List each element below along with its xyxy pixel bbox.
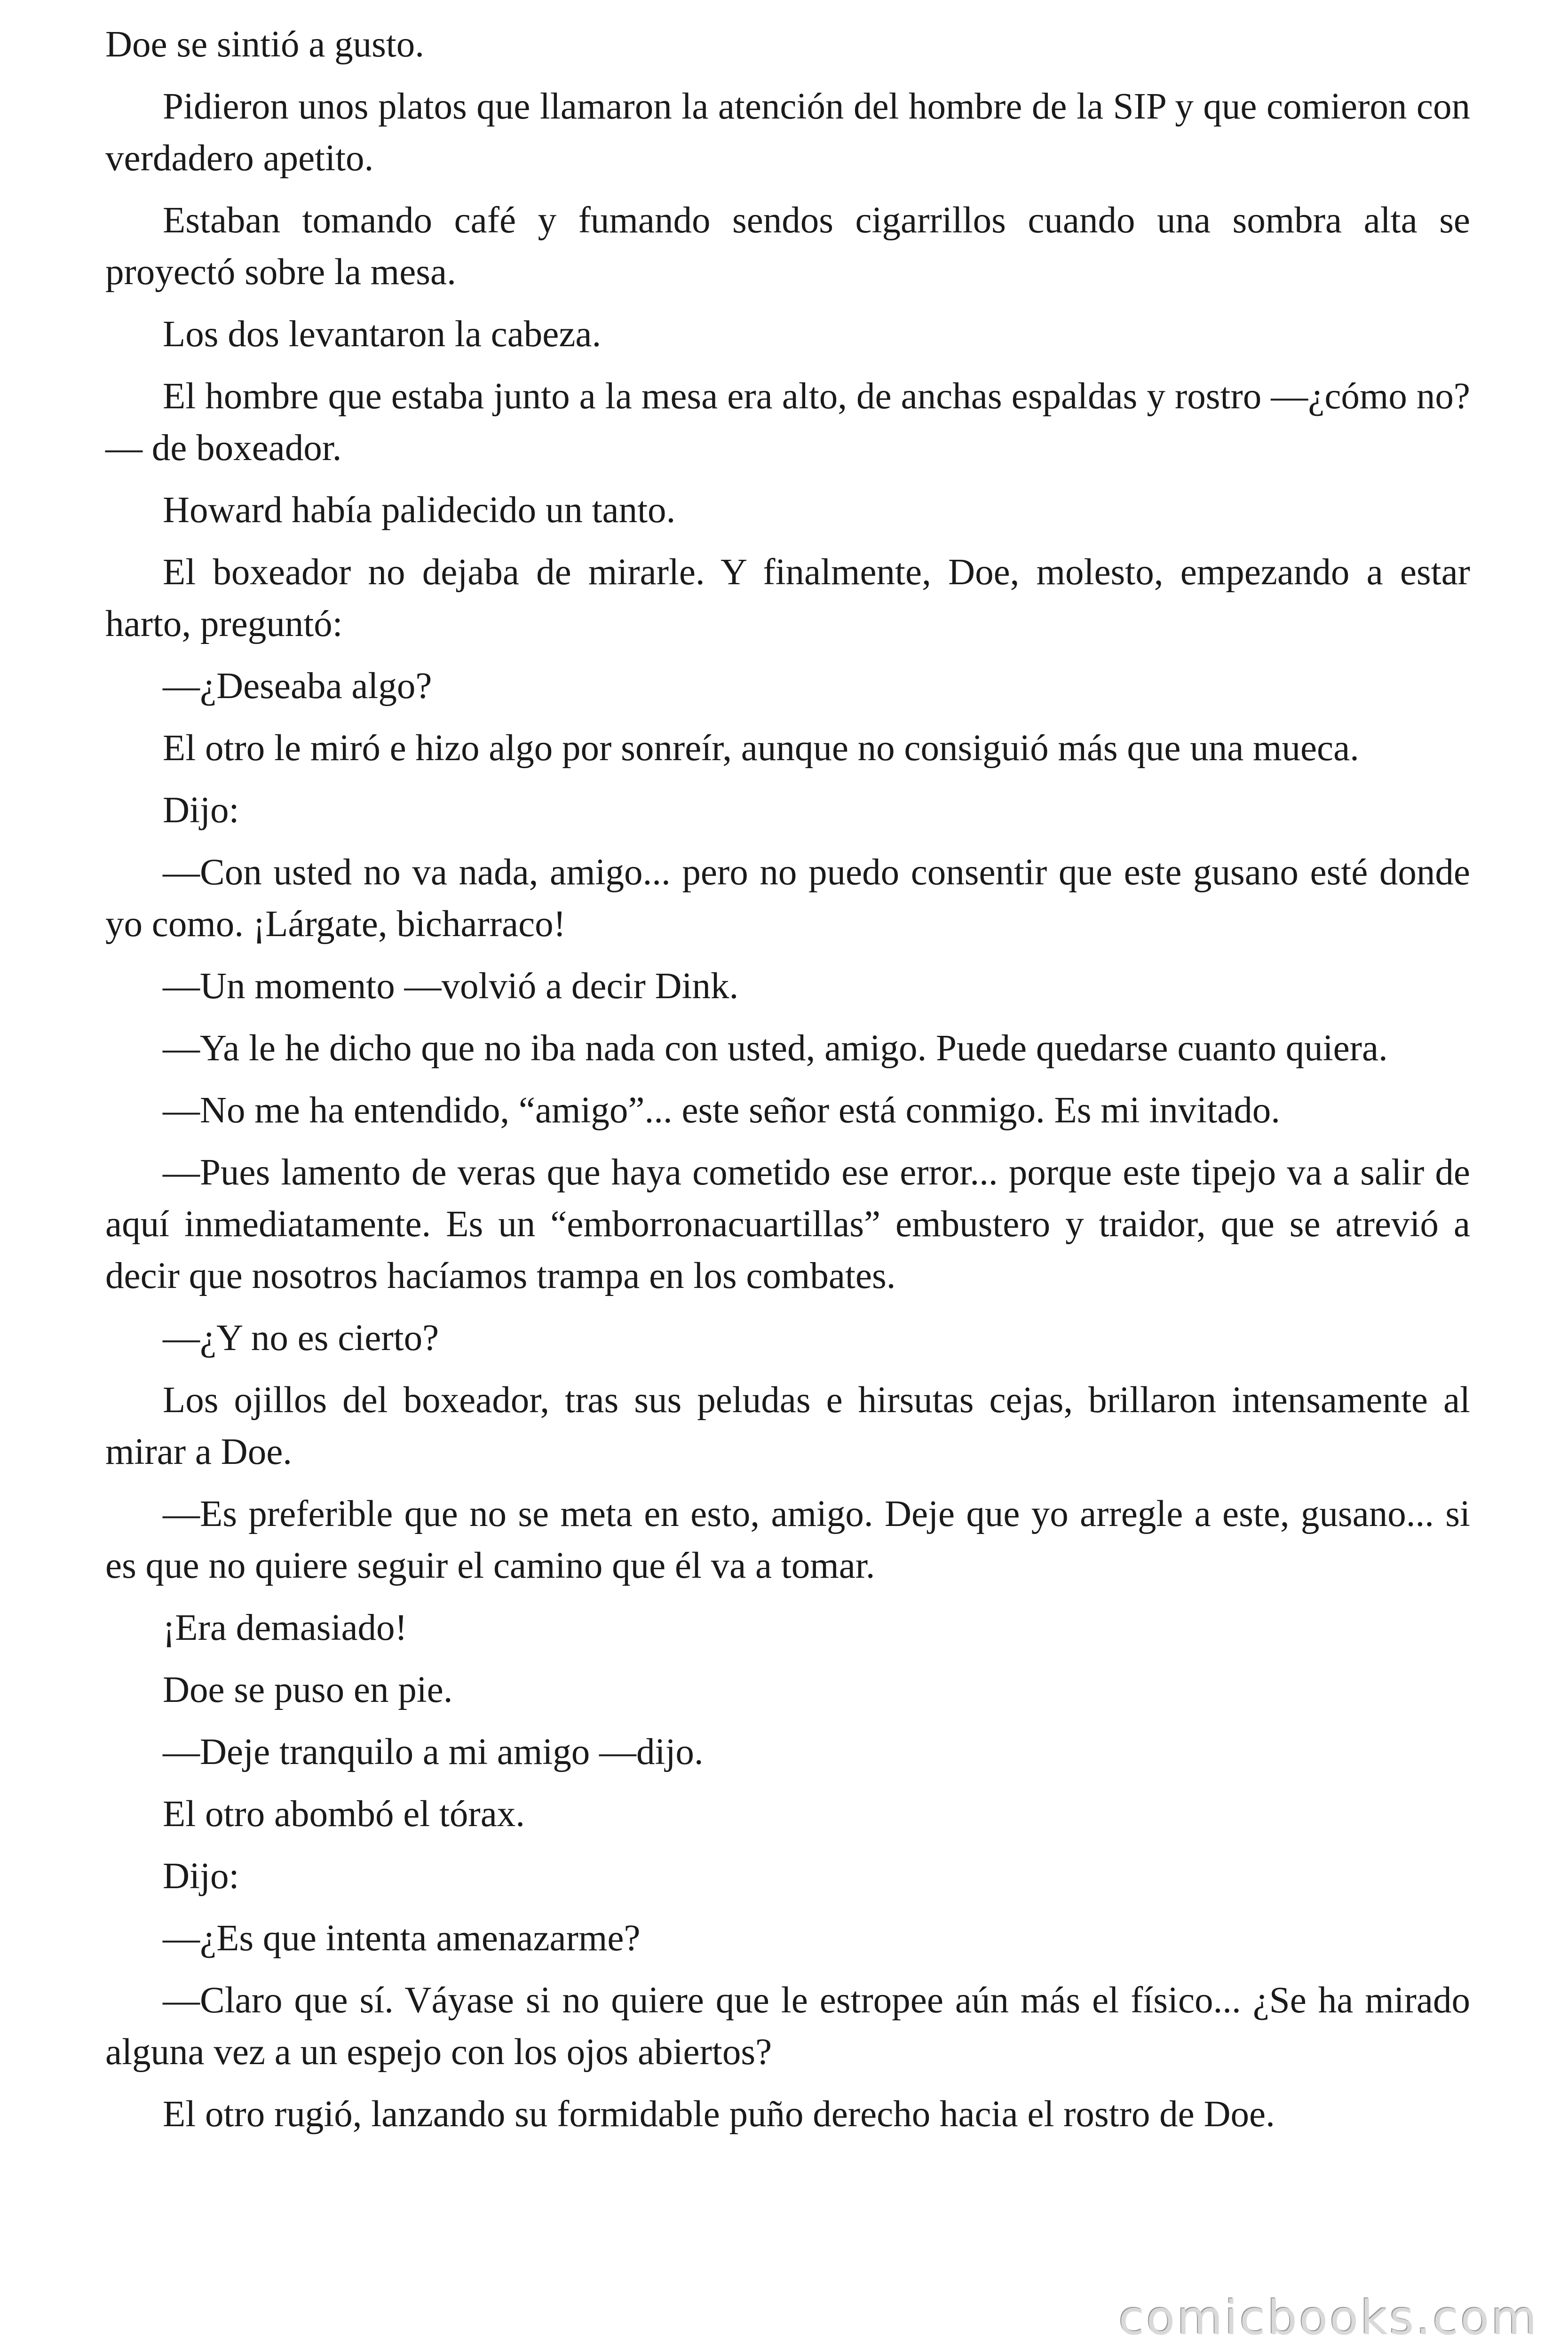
watermark: comicbooks.com <box>1118 2290 1539 2345</box>
paragraph: Dijo: <box>163 1856 239 1897</box>
paragraph: El otro abombó el tórax. <box>163 1794 525 1835</box>
paragraph: El otro le miró e hizo algo por sonreír, aunque no consiguió más que una mueca. <box>163 728 1359 769</box>
paragraph: El boxeador no dejaba de mirarle. Y finalmente, Doe, molesto, empezando a estar harto, preguntó: <box>105 552 1470 644</box>
paragraph: El hombre que estaba junto a la mesa era alto, de anchas espaldas y rostro —¿cómo no?— de boxeador. <box>105 376 1470 469</box>
paragraph: Doe se puso en pie. <box>163 1669 453 1710</box>
paragraph: Dijo: <box>163 790 239 831</box>
paragraph: Howard había palidecido un tanto. <box>163 490 676 531</box>
paragraph: —¿Deseaba algo? <box>163 666 432 707</box>
paragraph: Pidieron unos platos que llamaron la atención del hombre de la SIP y que comieron con verdadero apetito. <box>105 86 1470 179</box>
paragraph: —Pues lamento de veras que haya cometido ese error... porque este tipejo va a salir de aquí inmediatamente. Es un “emborronacuartillas” embustero y traidor, que se atrevió a decir que nosotros hacíamos trampa en los combates. <box>105 1152 1470 1296</box>
paragraph: Doe se sintió a gusto. <box>105 24 425 65</box>
paragraph: —Es preferible que no se meta en esto, amigo. Deje que yo arregle a este, gusano... si es que no quiere seguir el camino que él va a tomar. <box>105 1494 1470 1586</box>
paragraph: —¿Es que intenta amenazarme? <box>163 1918 641 1959</box>
paragraph: —Ya le he dicho que no iba nada con usted, amigo. Puede quedarse cuanto quiera. <box>163 1028 1388 1069</box>
paragraph: —Deje tranquilo a mi amigo —dijo. <box>163 1732 704 1772</box>
paragraph: —¿Y no es cierto? <box>163 1318 439 1359</box>
paragraph: —No me ha entendido, “amigo”... este señor está conmigo. Es mi invitado. <box>163 1090 1281 1131</box>
page-text <box>105 19 1470 2151</box>
paragraph: ¡Era demasiado! <box>163 1607 407 1648</box>
paragraph: —Claro que sí. Váyase si no quiere que le estropee aún más el físico... ¿Se ha mirado alguna vez a un espejo con los ojos abiertos? <box>105 1980 1470 2073</box>
paragraph: Los ojillos del boxeador, tras sus peludas e hirsutas cejas, brillaron intensamente al mirar a Doe. <box>105 1380 1470 1472</box>
paragraph: Los dos levantaron la cabeza. <box>163 314 602 355</box>
paragraph: Estaban tomando café y fumando sendos cigarrillos cuando una sombra alta se proyectó sobre la mesa. <box>105 200 1470 293</box>
paragraph: El otro rugió, lanzando su formidable puño derecho hacia el rostro de Doe. <box>163 2094 1275 2135</box>
paragraph: —Con usted no va nada, amigo... pero no puedo consentir que este gusano esté donde yo como. ¡Lárgate, bicharraco! <box>105 852 1470 945</box>
paragraph: —Un momento —volvió a decir Dink. <box>163 966 739 1007</box>
